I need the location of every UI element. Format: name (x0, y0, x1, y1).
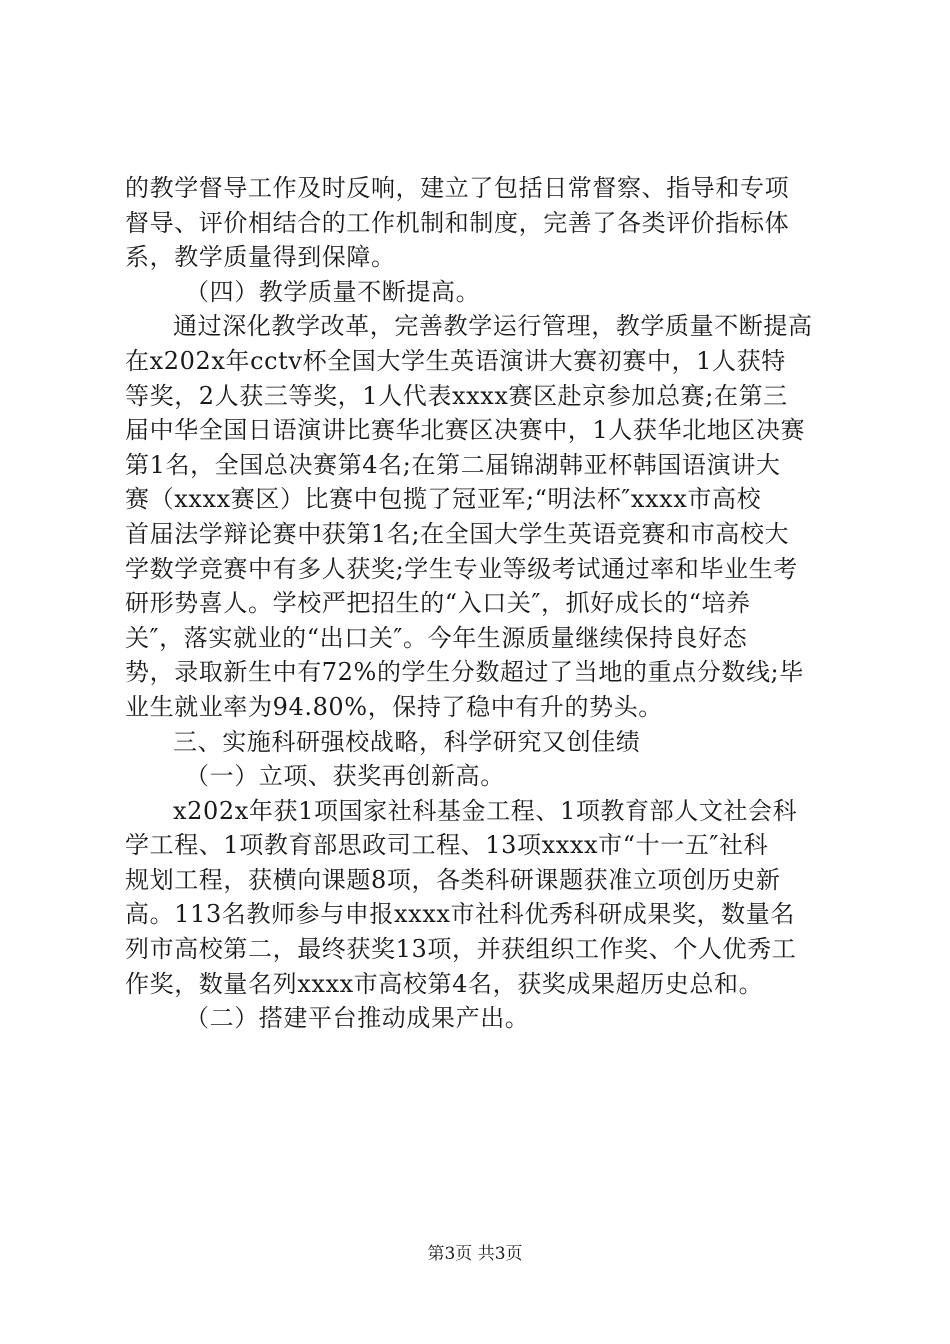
text-line: 列市高校第二，最终获奖13项，并获组织工作奖、个人优秀工 (125, 935, 797, 964)
text-line: 的教学督导工作及时反响，建立了包括日常督察、指导和专项 (125, 174, 790, 202)
text-line: 学数学竞赛中有多人获奖;学生专业等级考试通过率和毕业生考 (125, 554, 798, 583)
chapter-heading: 三、实施科研强校战略，科学研究又创佳绩 (173, 727, 641, 756)
section-heading: （四）教学质量不断提高。 (185, 277, 481, 306)
text-line: 作奖，数量名列xxxx市高校第4名，获奖成果超历史总和。 (125, 969, 764, 998)
text-line: 督导、评价相结合的工作机制和制度，完善了各类评价指标体 (125, 208, 790, 237)
text-line: 业生就业率为94.80%，保持了稳中有升的势头。 (125, 692, 663, 721)
section-heading: （二）搭建平台推动成果产出。 (185, 1004, 530, 1033)
text-line: 第1名，全国总决赛第4名;在第二届锦湖韩亚杯韩国语演讲大 (125, 450, 781, 479)
text-line: 学工程、1项教育部思政司工程、13项xxxx市“十一五″社科 (125, 831, 769, 860)
paragraph-start: x202x年获1项国家社科基金工程、1项教育部人文社会科 (173, 796, 798, 825)
text-line: 高。113名教师参与申报xxxx市社科优秀科研成果奖，数量名 (125, 900, 795, 929)
text-line: 在x202x年cctv杯全国大学生英语演讲大赛初赛中，1人获特 (125, 346, 786, 375)
text-line: 研形势喜人。学校严把招生的“入口关″，抓好成长的“培养 (125, 589, 751, 618)
text-line: 势，录取新生中有72%的学生分数超过了当地的重点分数线;毕 (125, 658, 804, 687)
text-line: 等奖，2人获三等奖，1人代表xxxx赛区赴京参加总赛;在第三 (125, 381, 788, 410)
text-line: 关″，落实就业的“出口关″。今年生源质量继续保持良好态 (125, 623, 748, 652)
document-body (125, 171, 835, 1036)
text-line: 首届法学辩论赛中获第1名;在全国大学生英语竞赛和市高校大 (125, 519, 790, 548)
paragraph-start: 通过深化教学改革，完善教学运行管理，教学质量不断提高 (173, 312, 813, 341)
text-line: 系，教学质量得到保障。 (125, 243, 396, 272)
section-heading: （一）立项、获奖再创新高。 (185, 762, 505, 791)
page-footer: 第3页 共3页 (427, 1244, 523, 1264)
text-line: 届中华全国日语演讲比赛华北赛区决赛中，1人获华北地区决赛 (125, 416, 806, 445)
text-line: 赛（xxxx赛区）比赛中包揽了冠亚军;“明法杯″xxxx市高校 (125, 485, 762, 514)
text-line: 规划工程，获横向课题8项，各类科研课题获准立项创历史新 (125, 865, 781, 894)
